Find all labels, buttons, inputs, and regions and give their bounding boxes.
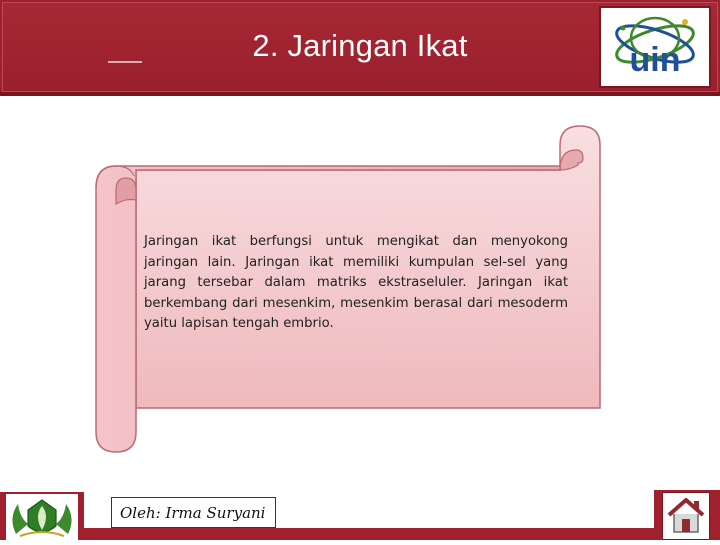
- home-icon: [663, 493, 709, 539]
- crest-logo-frame: [6, 494, 78, 540]
- author-label-box: [111, 497, 276, 528]
- scroll-body-text: Jaringan ikat berfungsi untuk mengikat dan menyokong jaringan lain. Jaringan ikat memiliki kumpulan sel-sel yang jarang tersebar dalam matriks ekstraseluler. Jaringan ikat berkembang dari mesenkim, mesenkim berasal dari mesoderm yaitu lapisan tengah embrio.: [144, 234, 568, 331]
- author-label: Oleh: Irma Suryani: [120, 504, 266, 522]
- footer-left-panel: [0, 492, 84, 540]
- crest-logo-icon: [6, 494, 78, 540]
- svg-text:uin: uin: [629, 41, 681, 79]
- page-title: 2. Jaringan Ikat: [252, 28, 468, 63]
- footer-bar: [84, 528, 654, 540]
- home-button[interactable]: [662, 492, 710, 540]
